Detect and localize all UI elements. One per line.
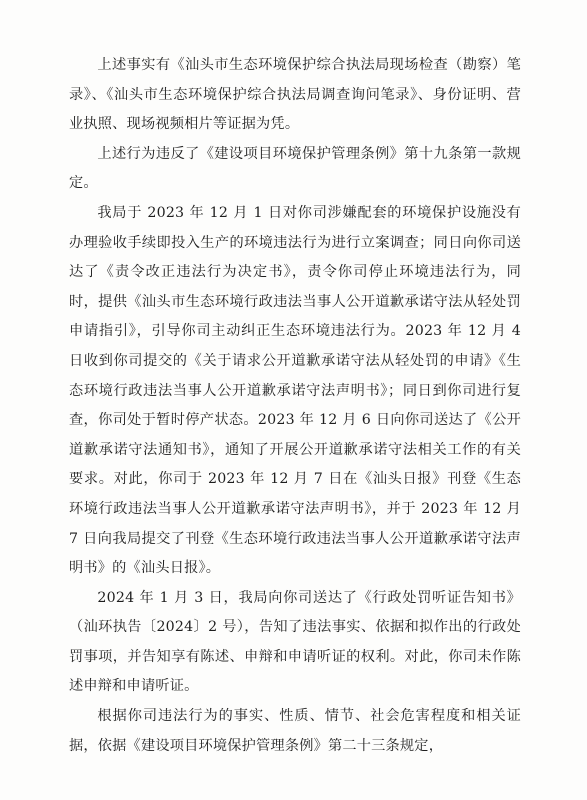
paragraph-basis: 根据你司违法行为的事实、性质、情节、社会危害程度和相关证据，依据《建设项目环境保护管理条例》第二十三条规定， (69, 708, 521, 754)
paragraph-investigation: 我局于 2023 年 12 月 1 日对你司涉嫌配套的环境保护设施没有办理验收手续即投入生产的环境违法行为进行立案调查；同日向你司送达了《责令改正违法行为决定书》，责令你司停止环境违法行为，同时，提供《汕头市生态环境行政违法当事人公开道歉承诺守法从轻处罚申请指引》，引导你司主动纠正生态环境违法行为。2023 年 12 月 4 日收到你司提交的《关于请求公开道歉承诺守法从轻处罚的申请》《生态环境行政违法当事人公开道歉承诺守法声明书》；同日到你司进行复查，你司处于暂时停产状态。2023 年 12 月 6 日向你司送达了《公开道歉承诺守法通知书》，通知了开展公开道歉承诺守法相关工作的有关要求。对此，你司于 2023 年 12 月 7 日在《汕头日报》刊登《生态环境行政违法当事人公开道歉承诺守法声明书》，并于 2023 年 12 月 7 日向我局提交了刊登《生态环境行政违法当事人公开道歉承诺守法声明书》的《汕头日报》。 (69, 204, 521, 577)
document-body (69, 51, 521, 761)
paragraph-violation: 上述行为违反了《建设项目环境保护管理条例》第十九条第一款规定。 (69, 145, 521, 192)
paragraph-evidence: 上述事实有《汕头市生态环境保护综合执法局现场检查（勘察）笔录》、《汕头市生态环境保护综合执法局调查询问笔录》、身份证明、营业执照、现场视频相片等证据为凭。 (69, 57, 521, 133)
paragraph-hearing-notice: 2024 年 1 月 3 日，我局向你司送达了《行政处罚听证告知书》（汕环执告〔2024〕2 号），告知了违法事实、依据和拟作出的行政处罚事项，并告知享有陈述、申辩和申请听证的权利。对此，你司未作陈述申辩和申请听证。 (69, 589, 521, 695)
